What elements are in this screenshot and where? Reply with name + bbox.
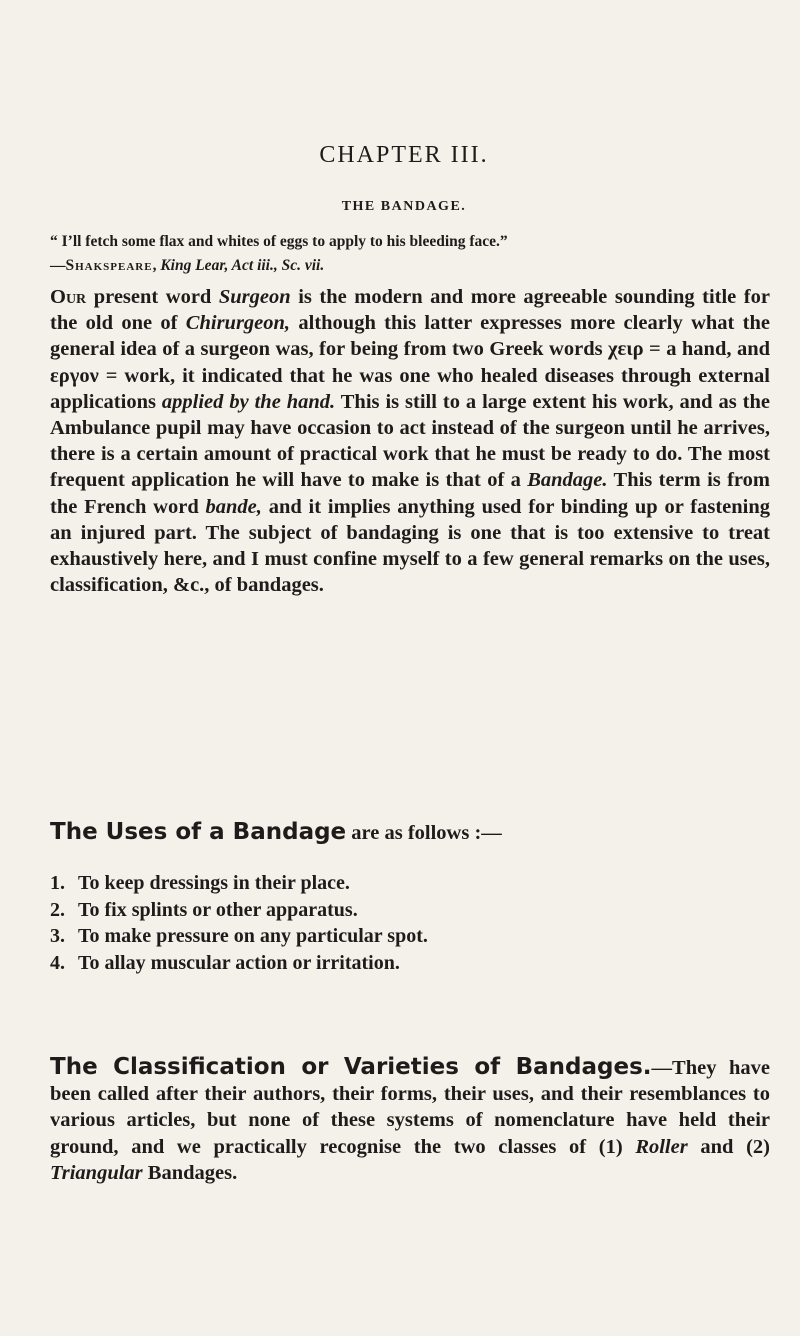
term-triangular: Triangular	[50, 1161, 143, 1184]
intro-paragraph	[50, 284, 770, 598]
term-surgeon: Surgeon	[218, 286, 291, 308]
list-item-text: To make pressure on any particular spot.	[78, 925, 428, 947]
classification-paragraph	[50, 1054, 770, 1186]
intro-opening-word: Our	[50, 286, 87, 308]
list-item	[50, 870, 770, 897]
term-bande: bande,	[205, 495, 262, 518]
classification-text-3: Bandages.	[142, 1161, 238, 1184]
list-item	[50, 897, 770, 924]
intro-text-4: This is still to a large extent his work, and as the Ambulance pupil may have occasion to act instead of the surgeon until he arrives, there is a certain amount of practical work that he must be ready to do. The most frequent application he will have to make is that of a	[50, 390, 770, 492]
epigraph-dash: —	[50, 257, 66, 274]
uses-list	[50, 870, 770, 976]
uses-heading-line	[50, 819, 770, 845]
term-bandage: Bandage.	[527, 469, 608, 492]
epigraph-attribution	[50, 254, 770, 278]
phrase-applied-by-hand: applied by the hand.	[161, 390, 336, 413]
list-item-number: 4.	[50, 951, 65, 974]
classification-text-2: and (2)	[687, 1135, 770, 1158]
list-item	[50, 923, 770, 950]
list-item-number: 1.	[50, 872, 65, 894]
intro-text-2: is the modern and more agreeable sounding title for the old one of	[50, 286, 770, 335]
term-roller: Roller	[635, 1135, 688, 1158]
term-chirurgeon: Chirurgeon,	[185, 312, 291, 335]
list-item-text: To fix splints or other apparatus.	[78, 898, 358, 921]
epigraph-quote: “ I’ll fetch some flax and whites of eggs to apply to his bleeding face.”	[50, 233, 508, 250]
epigraph-work: King Lear, Act iii., Sc. vii.	[160, 257, 325, 274]
classification-text-1: —They have been called after their authors, their forms, their uses, and their resemblances to various articles, but none of these systems of nomenclature have held their ground, and we practically recognise the two classes of (1)	[50, 1057, 770, 1158]
classification-heading: The Classification or Varieties of Bandages.	[50, 1054, 652, 1080]
intro-text-3: although this latter expresses more clearly what the general idea of a surgeon was, for being from two Greek words χειρ = a hand, and εργον = work, it indicated that he was one who healed diseases through external applications	[50, 312, 770, 413]
uses-heading-tail: are as follows :—	[346, 822, 502, 844]
intro-text-5: This term is from the French word	[50, 469, 770, 518]
epigraph-separator: ,	[152, 257, 161, 274]
intro-text-6: and it implies anything used for binding up or fastening an injured part. The subject of bandaging is one that is too extensive to treat exhaustively here, and I must confine myself to a few general remarks on the uses, classification, &c., of bandages.	[50, 495, 770, 597]
list-item-number: 2.	[50, 898, 65, 921]
section-title: THE BANDAGE.	[341, 199, 467, 214]
list-item-number: 3.	[50, 925, 65, 947]
chapter-title: CHAPTER III.	[319, 142, 489, 168]
list-item-text: To keep dressings in their place.	[78, 872, 350, 894]
epigraph	[50, 230, 770, 278]
intro-text-1: present word	[86, 286, 219, 308]
epigraph-author: Shakspeare	[65, 257, 153, 274]
uses-heading: The Uses of a Bandage	[50, 819, 347, 845]
list-item-text: To allay muscular action or irritation.	[78, 951, 400, 974]
list-item	[50, 950, 770, 977]
